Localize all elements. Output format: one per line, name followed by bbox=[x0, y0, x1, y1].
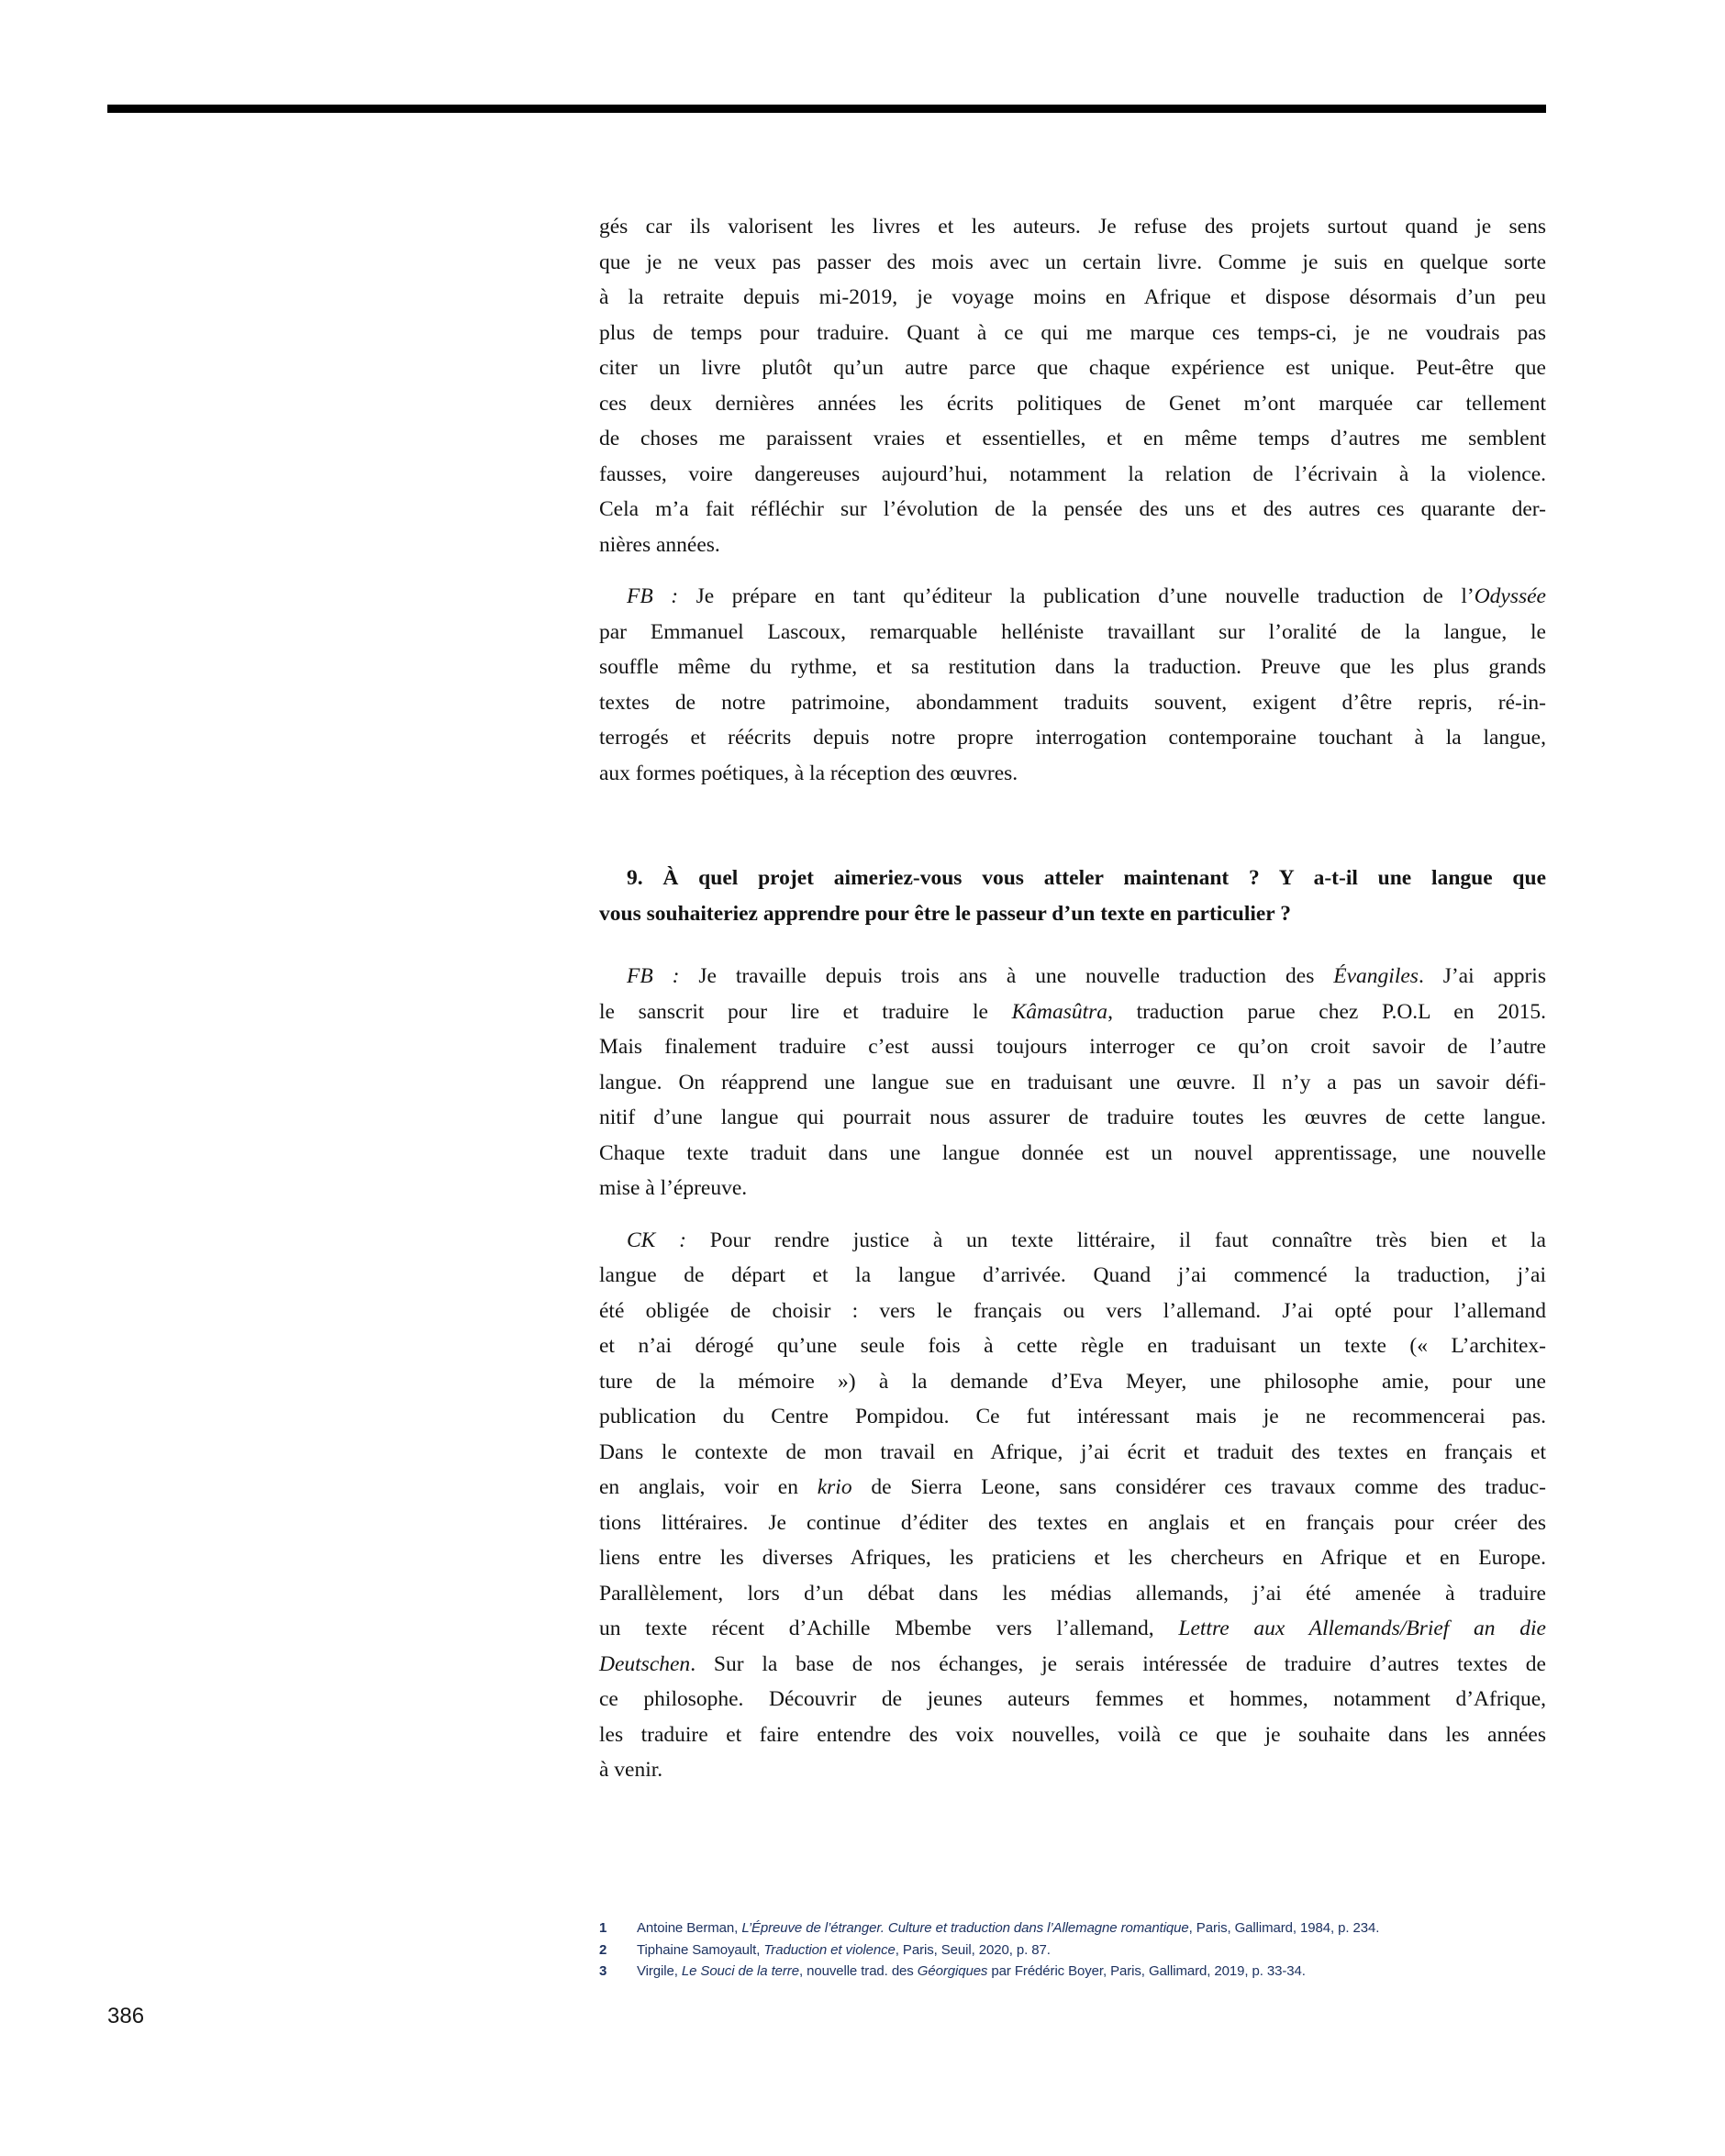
text-segment: à venir. bbox=[599, 1758, 663, 1782]
text-line bbox=[599, 1540, 1546, 1576]
paragraph bbox=[599, 959, 1546, 1206]
text-segment: aux formes poétiques, à la réception des œuvres. bbox=[599, 761, 1018, 785]
text-line bbox=[599, 528, 1546, 563]
text-segment: gés car ils valorisent les livres et les auteurs. Je refuse des projets surtout quand je sens bbox=[599, 215, 1546, 239]
footnote-number: 2 bbox=[599, 1941, 607, 1958]
text-segment: souffle même du rythme, et sa restitution dans la traduction. Preuve que les plus grands bbox=[599, 655, 1546, 679]
text-line bbox=[599, 1294, 1546, 1329]
text-segment: ces deux dernières années les écrits politiques de Genet m’ont marquée car tellement bbox=[599, 391, 1546, 416]
text-line bbox=[599, 615, 1546, 650]
text-line bbox=[599, 896, 1546, 932]
text-segment: à la retraite depuis mi-2019, je voyage moins en Afrique et dispose désormais d’un peu bbox=[599, 285, 1546, 309]
text-segment: Je travaille depuis trois ans à une nouvelle traduction des bbox=[698, 964, 1334, 988]
page-number: 386 bbox=[107, 2004, 145, 2028]
text-segment: ture de la mémoire ») à la demande d’Eva Meyer, une philosophe amie, pour une bbox=[599, 1369, 1546, 1394]
text-segment: citer un livre plutôt qu’un autre parce que chaque expérience est unique. Peut-être que bbox=[599, 356, 1546, 380]
footnote-number: 1 bbox=[599, 1920, 607, 1936]
text-line bbox=[599, 1328, 1546, 1364]
text-line bbox=[599, 995, 1546, 1030]
text-line bbox=[599, 579, 1546, 615]
text-segment: été obligée de choisir : vers le français ou vers l’allemand. J’ai opté pour l’allemand bbox=[599, 1298, 1546, 1323]
footnotes bbox=[599, 1917, 1526, 1983]
text-segment: le sanscrit pour lire et traduire le bbox=[599, 999, 1012, 1024]
text-segment: par Emmanuel Lascoux, remarquable helléniste travaillant sur l’oralité de la langue, le bbox=[599, 619, 1546, 644]
text-line bbox=[599, 421, 1546, 457]
italic-text: L’Épreuve de l’étranger. Culture et traduction dans l’Allemagne romantique bbox=[741, 1920, 1189, 1936]
text-line bbox=[599, 1717, 1546, 1753]
text-line bbox=[599, 1136, 1546, 1172]
text-line bbox=[599, 245, 1546, 281]
text-line bbox=[599, 350, 1546, 386]
text-line bbox=[599, 1029, 1546, 1065]
text-segment: de choses me paraissent vraies et essentielles, et en même temps d’autres me semblent bbox=[599, 427, 1546, 450]
text-line bbox=[599, 1100, 1546, 1136]
text-line bbox=[599, 756, 1546, 792]
text-line bbox=[599, 685, 1546, 721]
text-segment: vous souhaiteriez apprendre pour être le passeur d’un texte en particulier ? bbox=[599, 901, 1291, 926]
text-segment: Parallèlement, lors d’un débat dans les médias allemands, j’ai été amenée à traduire bbox=[599, 1581, 1546, 1606]
text-line bbox=[599, 1682, 1546, 1717]
text-segment: Antoine Berman, bbox=[637, 1920, 742, 1936]
italic-text: Lettre aux Allemands/Brief an die bbox=[1178, 1617, 1546, 1640]
text-segment: en anglais, voir en bbox=[599, 1475, 818, 1499]
italic-text: Deutschen bbox=[599, 1651, 691, 1676]
text-line bbox=[599, 457, 1546, 493]
text-line bbox=[599, 386, 1546, 422]
text-segment: , Paris, Gallimard, 1984, p. 234. bbox=[1188, 1920, 1380, 1936]
text-line bbox=[599, 861, 1546, 896]
footnote-number: 3 bbox=[599, 1963, 607, 1979]
italic-text: krio bbox=[817, 1475, 852, 1499]
text-segment: publication du Centre Pompidou. Ce fut intéressant mais je ne recommencerai pas. bbox=[599, 1405, 1546, 1428]
text-segment: 9. À quel projet aimeriez-vous vous atteler maintenant ? Y a-t-il une langue que bbox=[627, 866, 1546, 890]
paragraph bbox=[599, 209, 1546, 562]
text-segment: , Paris, Seuil, 2020, p. 87. bbox=[895, 1941, 1051, 1958]
text-line bbox=[599, 1065, 1546, 1101]
text-segment: par Frédéric Boyer, Paris, Gallimard, 2019, p. 33-34. bbox=[987, 1963, 1306, 1979]
text-segment: ce philosophe. Découvrir de jeunes auteurs femmes et hommes, notamment d’Afrique, bbox=[599, 1687, 1546, 1711]
article-text bbox=[599, 209, 1546, 1788]
text-line bbox=[599, 1258, 1546, 1294]
footnote-text bbox=[637, 1961, 1306, 1983]
text-segment: les traduire et faire entendre des voix nouvelles, voilà ce que je souhaite dans les années bbox=[599, 1722, 1546, 1747]
text-segment: mise à l’épreuve. bbox=[599, 1176, 748, 1200]
italic-text: CK : bbox=[627, 1228, 710, 1252]
italic-text: Traduction et violence bbox=[763, 1941, 896, 1958]
text-segment: Chaque texte traduit dans une langue donnée est un nouvel apprentissage, une nouvelle bbox=[599, 1140, 1546, 1165]
question-heading bbox=[599, 861, 1546, 931]
text-line bbox=[599, 720, 1546, 756]
text-segment: Mais finalement traduire c’est aussi toujours interroger ce qu’on croit savoir de l’autre bbox=[599, 1035, 1546, 1059]
text-line bbox=[599, 959, 1546, 995]
text-line bbox=[599, 1171, 1546, 1206]
text-line bbox=[599, 492, 1546, 528]
text-segment: plus de temps pour traduire. Quant à ce qui me marque ces temps-ci, je ne voudrais pas bbox=[599, 320, 1546, 345]
text-segment: et n’ai dérogé qu’une seule fois à cette règle en traduisant un texte (« L’architex- bbox=[599, 1334, 1546, 1358]
text-segment: Pour rendre justice à un texte littéraire, il faut connaître très bien et la bbox=[709, 1228, 1546, 1252]
text-line bbox=[599, 1399, 1546, 1435]
text-line bbox=[599, 1611, 1546, 1647]
text-line bbox=[599, 209, 1546, 245]
footnote-text bbox=[637, 1939, 1051, 1962]
italic-text: Kâmasûtra bbox=[1011, 999, 1108, 1024]
text-line bbox=[599, 316, 1546, 351]
text-segment: . Sur la base de nos échanges, je serais intéressée de traduire d’autres textes de bbox=[690, 1651, 1546, 1676]
italic-text: Le Souci de la terre bbox=[681, 1963, 799, 1979]
text-line bbox=[599, 1435, 1546, 1471]
text-segment: Dans le contexte de mon travail en Afrique, j’ai écrit et traduit des textes en français et bbox=[599, 1439, 1546, 1464]
text-segment: Je prépare en tant qu’éditeur la publication d’une nouvelle traduction de l’ bbox=[696, 584, 1475, 608]
text-segment: Tiphaine Samoyault, bbox=[637, 1941, 764, 1958]
text-line bbox=[599, 650, 1546, 685]
footnote bbox=[599, 1939, 1526, 1962]
text-segment: liens entre les diverses Afriques, les praticiens et les chercheurs en Afrique et en Europe. bbox=[599, 1546, 1546, 1570]
text-segment: nières années. bbox=[599, 532, 720, 557]
footnote-text bbox=[637, 1917, 1379, 1939]
text-segment: , traduction parue chez P.O.L en 2015. bbox=[1107, 999, 1546, 1024]
text-segment: de Sierra Leone, sans considérer ces travaux comme des traduc- bbox=[851, 1475, 1546, 1499]
text-line bbox=[599, 1506, 1546, 1541]
text-line bbox=[599, 280, 1546, 316]
italic-text: Odyssée bbox=[1474, 584, 1546, 608]
text-segment: Cela m’a fait réfléchir sur l’évolution de la pensée des uns et des autres ces quarante der- bbox=[599, 497, 1546, 521]
italic-text: Géorgiques bbox=[917, 1963, 988, 1979]
paragraph bbox=[599, 1223, 1546, 1788]
footnote bbox=[599, 1917, 1526, 1939]
text-segment: , nouvelle trad. des bbox=[798, 1963, 918, 1979]
text-segment: que je ne veux pas passer des mois avec un certain livre. Comme je suis en quelque sorte bbox=[599, 250, 1546, 274]
text-segment: textes de notre patrimoine, abondamment traduits souvent, exigent d’être repris, ré-in- bbox=[599, 690, 1546, 715]
text-segment: nitif d’une langue qui pourrait nous assurer de traduire toutes les œuvres de cette langue. bbox=[599, 1106, 1546, 1129]
text-segment: un texte récent d’Achille Mbembe vers l’allemand, bbox=[599, 1617, 1179, 1640]
text-line bbox=[599, 1576, 1546, 1612]
text-segment: fausses, voire dangereuses aujourd’hui, notamment la relation de l’écrivain à la violence. bbox=[599, 461, 1546, 486]
text-segment: langue. On réapprend une langue sue en traduisant une œuvre. Il n’y a pas un savoir défi- bbox=[599, 1070, 1546, 1095]
text-line bbox=[599, 1647, 1546, 1683]
text-segment: terrogés et réécrits depuis notre propre interrogation contemporaine touchant à la langue, bbox=[599, 726, 1546, 750]
italic-text: FB : bbox=[627, 584, 696, 608]
footnote bbox=[599, 1961, 1526, 1983]
text-line bbox=[599, 1223, 1546, 1259]
italic-text: Évangiles bbox=[1333, 964, 1419, 988]
text-segment: . J’ai appris bbox=[1418, 964, 1546, 988]
text-segment: tions littéraires. Je continue d’éditer des textes en anglais et en français pour créer des bbox=[599, 1510, 1546, 1535]
text-line bbox=[599, 1470, 1546, 1506]
paragraph bbox=[599, 579, 1546, 791]
text-line bbox=[599, 1364, 1546, 1400]
text-segment: Virgile, bbox=[637, 1963, 682, 1979]
top-rule bbox=[107, 105, 1546, 113]
italic-text: FB : bbox=[627, 964, 699, 988]
text-line bbox=[599, 1752, 1546, 1788]
text-segment: langue de départ et la langue d’arrivée. Quand j’ai commencé la traduction, j’ai bbox=[599, 1263, 1546, 1287]
